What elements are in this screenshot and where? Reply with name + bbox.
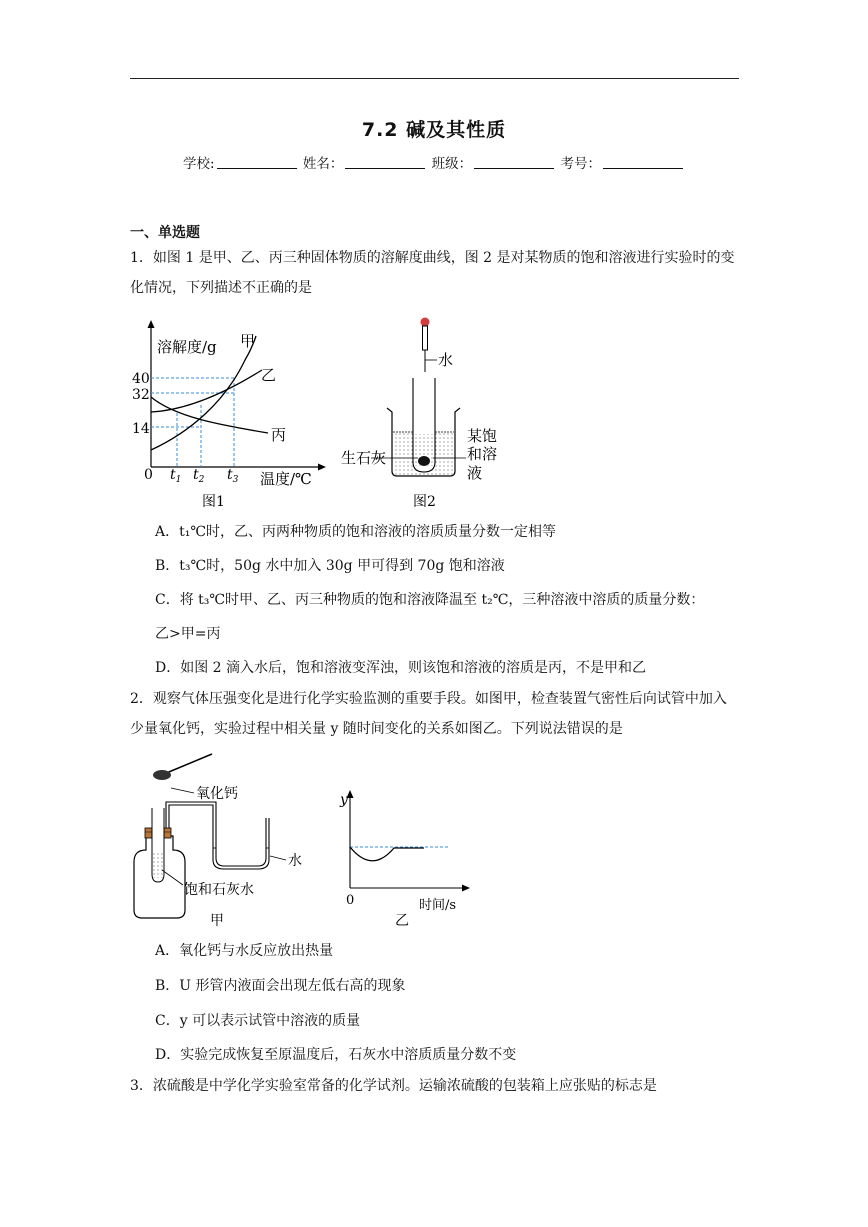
- q1-option-c-cont: 乙>甲=丙: [155, 626, 221, 642]
- beaker-figure: [341, 318, 497, 511]
- name-label: 姓名：: [302, 156, 344, 172]
- exam-no-label: 考号：: [560, 156, 601, 172]
- q1-option-d[interactable]: D．如图 2 滴入水后，饱和溶液变浑浊，则该饱和溶液的溶质是丙，不是甲和乙: [155, 660, 647, 676]
- origin-label: 0: [144, 467, 153, 483]
- question-1-text: 1．如图 1 是甲、乙、丙三种固体物质的溶解度曲线，图 2 是对某物质的饱和溶液进行实验时的变化情况，下列描述不正确的是: [130, 250, 735, 296]
- question-2-text: 2．观察气体压强变化是进行化学实验监测的重要手段。如图甲，检查装置气密性后向试管中加入少量氧化钙，实验过程中相关量 y 随时间变化的关系如图乙。下列说法错误的是: [130, 691, 727, 737]
- fig1-caption: 图1: [202, 494, 225, 510]
- x-axis-label: 温度/℃: [260, 470, 312, 488]
- solution-label-1: 某饱: [467, 427, 498, 445]
- limewater-label: 饱和石灰水: [184, 882, 254, 898]
- class-label: 班级：: [431, 156, 473, 172]
- school-blank[interactable]: [217, 156, 297, 169]
- x-tick-t3: $t_3$: [227, 467, 239, 485]
- y-tick-14: 14: [132, 421, 150, 437]
- y-time-chart: [339, 790, 470, 929]
- question-2-figures: [128, 752, 488, 932]
- curve-bing: [151, 397, 268, 433]
- fig2-caption: 图2: [413, 494, 436, 510]
- y-tick-40: 40: [132, 371, 150, 387]
- x-tick-t2: $t_2$: [193, 467, 205, 485]
- origin-label: 0: [346, 893, 355, 908]
- fig-jia-caption: 甲: [210, 913, 224, 929]
- student-info-line: [0, 152, 868, 172]
- question-1-figures: [130, 312, 550, 512]
- y-tick-32: 32: [132, 387, 150, 403]
- curve-label-jia: 甲: [240, 332, 256, 350]
- question-3-text: 3．浓硫酸是中学化学实验室常备的化学试剂。运输浓硫酸的包装箱上应张贴的标志是: [130, 1078, 657, 1094]
- header-rule: [130, 78, 739, 79]
- q2-option-d[interactable]: D．实验完成恢复至原温度后，石灰水中溶质质量分数不变: [155, 1047, 517, 1063]
- dropper-bulb: [421, 318, 430, 327]
- solubility-chart: [132, 320, 326, 510]
- solution-label-2: 和溶: [467, 445, 498, 463]
- lime-label: 生石灰: [341, 449, 387, 467]
- exam-no-blank[interactable]: [603, 156, 683, 169]
- q2-option-a[interactable]: A．氧化钙与水反应放出热量: [155, 943, 334, 959]
- water-label: 水: [438, 351, 454, 369]
- cao-label: 氧化钙: [196, 786, 238, 802]
- class-blank[interactable]: [474, 156, 554, 169]
- y-axis-label: 溶解度/g: [157, 338, 217, 356]
- y-curve: [350, 847, 424, 861]
- curve-yi: [151, 370, 262, 412]
- q1-option-b[interactable]: B．t₃℃时，50g 水中加入 30g 甲可得到 70g 饱和溶液: [155, 558, 505, 574]
- fig-yi-caption: 乙: [395, 913, 409, 929]
- page-title: 7.2 碱及其性质: [361, 119, 507, 141]
- section-heading: 一、单选题: [130, 225, 200, 241]
- y-axis-label: y: [340, 792, 348, 808]
- q1-option-a[interactable]: A．t₁℃时，乙、丙两种物质的饱和溶液的溶质质量分数一定相等: [155, 524, 557, 540]
- q1-option-c[interactable]: C．将 t₃℃时甲、乙、丙三种物质的饱和溶液降温至 t₂℃，三种溶液中溶质的质量分数：: [155, 592, 705, 608]
- curve-label-bing: 丙: [271, 426, 287, 444]
- q2-option-b[interactable]: B．U 形管内液面会出现左低右高的现象: [155, 978, 406, 994]
- apparatus-figure: [134, 754, 302, 929]
- curve-label-yi: 乙: [261, 366, 277, 384]
- school-label: 学校:: [183, 156, 215, 172]
- solution-label-3: 液: [467, 464, 483, 482]
- q2-option-c[interactable]: C．y 可以表示试管中溶液的质量: [155, 1013, 361, 1029]
- utube-water-label: 水: [288, 853, 302, 869]
- x-tick-t1: $t_1$: [170, 467, 182, 485]
- name-blank[interactable]: [345, 156, 425, 169]
- x-axis-label: 时间/s: [419, 898, 457, 913]
